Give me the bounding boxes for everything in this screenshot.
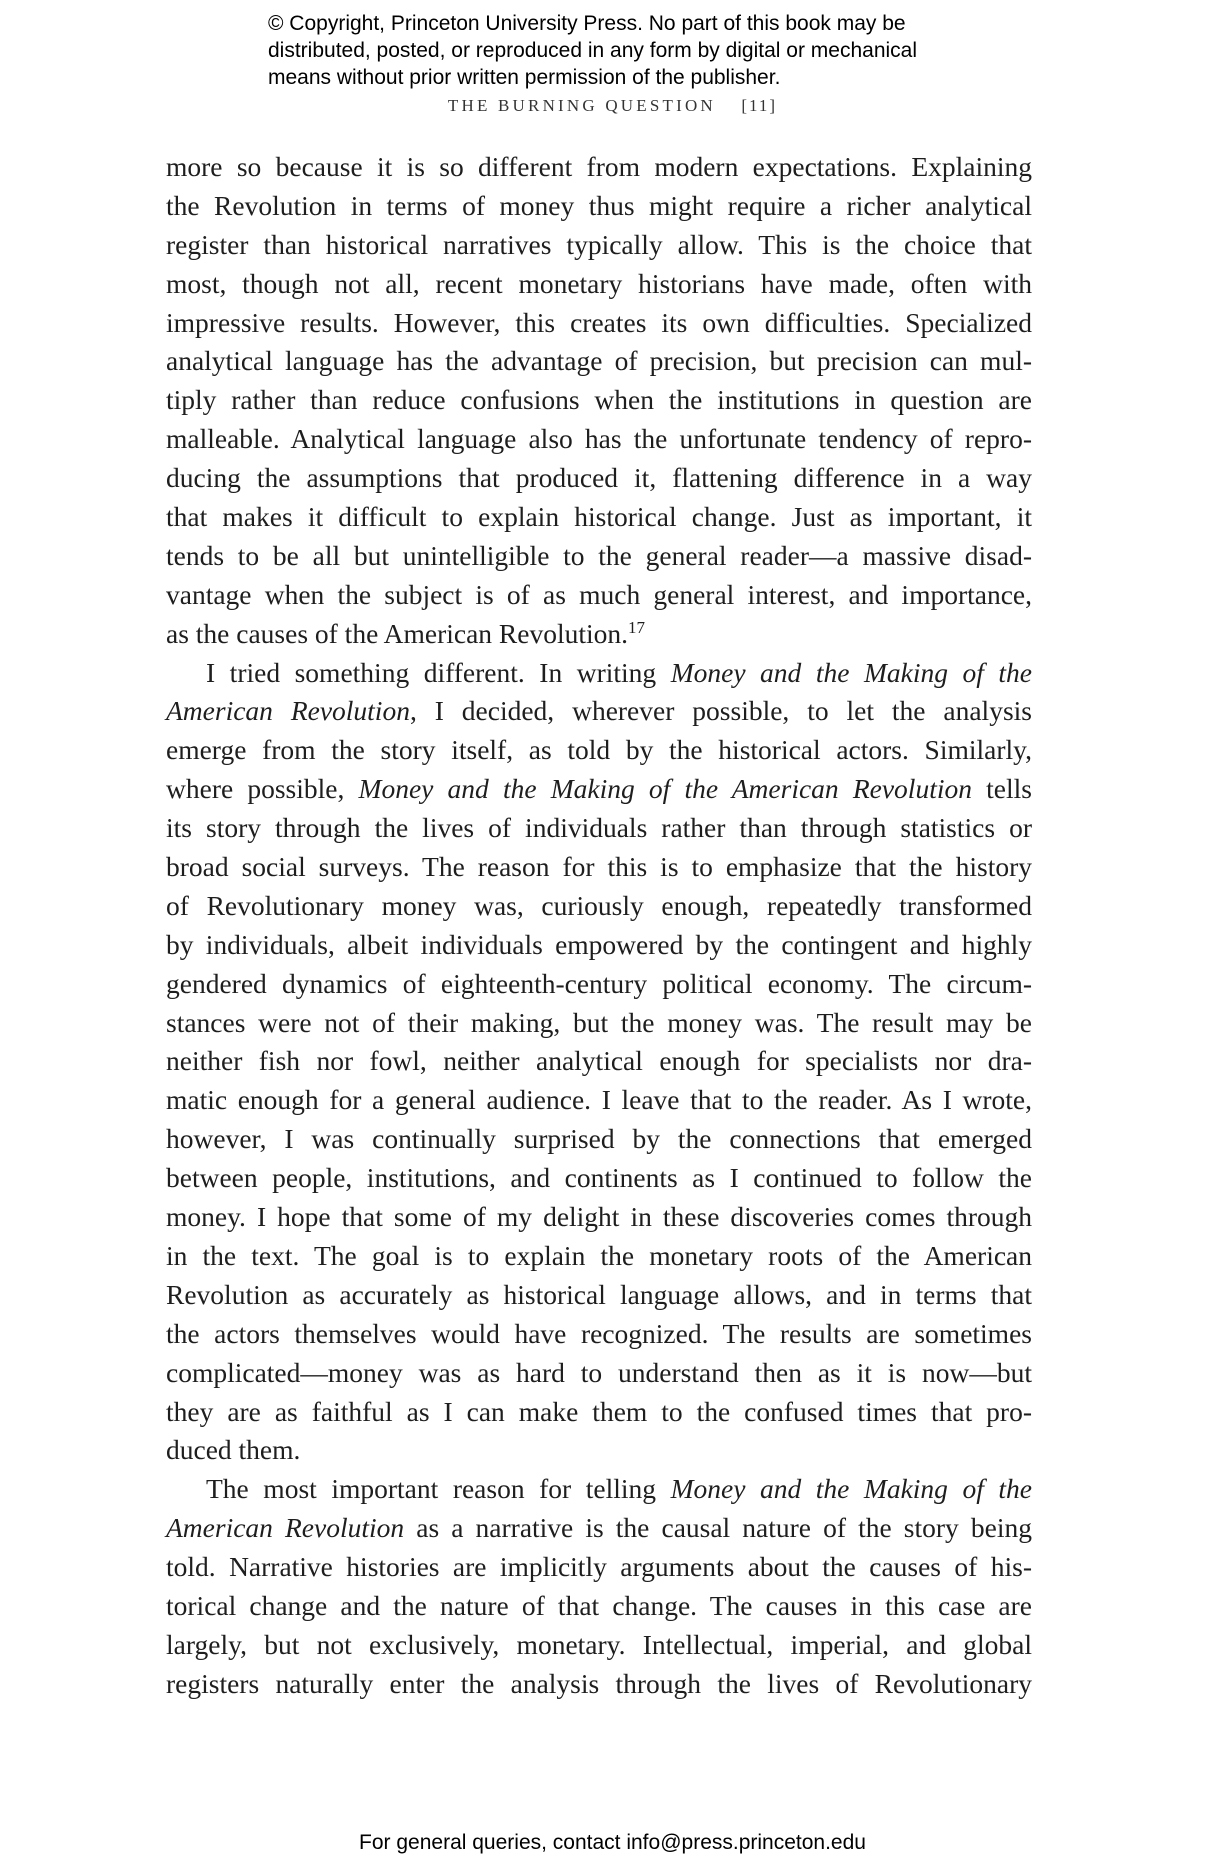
text-line: emerge from the story itself, as told by the historical actors. Similarly, [166, 734, 1032, 766]
copyright-line: © Copyright, Princeton University Press. No part of this book may be [268, 12, 906, 35]
book-title: Money and the Making of the [670, 656, 1033, 688]
text-line: between people, institutions, and continents as I continued to follow the [166, 1162, 1032, 1194]
text-line [166, 654, 1032, 693]
text-line: more so because it is so different from modern expectations. Explaining [166, 151, 1032, 182]
copyright-line: distributed, posted, or reproduced in any form by digital or mechanical [268, 39, 918, 62]
text-line: tends to be all but unintelligible to the general reader—a massive disad- [166, 539, 1032, 571]
footnote-reference[interactable]: 17 [628, 617, 646, 637]
running-head [0, 96, 1225, 116]
paragraph-2 [166, 654, 1032, 1471]
text-line: matic enough for a general audience. I leave that to the reader. As I wrote, [166, 1084, 1032, 1116]
running-head-title: THE BURNING QUESTION [447, 96, 716, 115]
text-line: they are as faithful as I can make them to the confused times that pro- [166, 1395, 1032, 1427]
text-line: vantage when the subject is of as much general interest, and importance, [166, 578, 1032, 610]
text-line: analytical language has the advantage of precision, but precision can mul- [166, 345, 1032, 377]
text-line: of Revolutionary money was, curiously enough, repeatedly transformed [166, 889, 1032, 921]
text-line: gendered dynamics of eighteenth-century political economy. The circum- [166, 967, 1032, 999]
text-line: the Revolution in terms of money thus might require a richer analytical [166, 189, 1032, 221]
paragraph-3 [166, 1470, 1032, 1703]
text-line: Revolution as accurately as historical language allows, and in terms that [166, 1278, 1032, 1310]
text-line: the actors themselves would have recognized. The results are sometimes [166, 1317, 1032, 1349]
body-text [166, 148, 1032, 1704]
text-line: malleable. Analytical language also has the unfortunate tendency of repro- [166, 423, 1032, 455]
text-line: most, though not all, recent monetary historians have made, often with [166, 267, 1032, 299]
text-line: by individuals, albeit individuals empowered by the contingent and highly [166, 928, 1032, 960]
text-line: stances were not of their making, but the money was. The result may be [166, 1006, 1032, 1038]
text-line [166, 770, 1032, 809]
text-line: that makes it difficult to explain historical change. Just as important, it [166, 501, 1032, 533]
text-line [166, 615, 1032, 654]
text-segment: as a narrative is the causal nature of the story being [404, 1512, 1032, 1544]
text-line [166, 1509, 1032, 1548]
text-segment: as the causes of the American Revolution. [166, 617, 629, 649]
book-title: Money and the Making of the [670, 1473, 1033, 1505]
text-line: registers naturally enter the analysis through the lives of Revolutionary [166, 1667, 1032, 1699]
footer-contact: For general queries, contact info@press.princeton.edu [359, 1831, 866, 1854]
book-title: American Revolution [166, 1512, 405, 1544]
text-line: money. I hope that some of my delight in these discoveries comes through [166, 1201, 1032, 1233]
text-line: complicated—money was as hard to understand then as it is now—but [166, 1356, 1032, 1388]
book-title: American Revolution [166, 695, 410, 727]
text-line: neither fish nor fowl, neither analytical enough for specialists nor dra- [166, 1045, 1032, 1077]
text-line: impressive results. However, this creates its own difficulties. Specialized [166, 306, 1032, 338]
text-segment: I tried something different. In writing [206, 656, 671, 688]
text-line: largely, but not exclusively, monetary. Intellectual, imperial, and global [166, 1628, 1032, 1660]
copyright-line: means without prior written permission of the publisher. [268, 66, 781, 89]
text-line: however, I was continually surprised by the connections that emerged [166, 1123, 1032, 1155]
text-line: in the text. The goal is to explain the monetary roots of the American [166, 1239, 1032, 1271]
text-line: tiply rather than reduce confusions when the institutions in question are [166, 384, 1032, 416]
text-segment: The most important reason for telling [206, 1473, 671, 1505]
text-line: told. Narrative histories are implicitly arguments about the causes of his- [166, 1551, 1032, 1583]
text-segment: tells [971, 773, 1032, 805]
text-segment: where possible, [166, 773, 359, 805]
text-line: register than historical narratives typically allow. This is the choice that [166, 228, 1032, 260]
text-line [166, 1470, 1032, 1509]
page-number: [11] [741, 96, 778, 115]
text-line: its story through the lives of individuals rather than through statistics or [166, 812, 1032, 844]
text-segment: , I decided, wherever possible, to let the analysis [409, 695, 1032, 727]
text-line [166, 692, 1032, 731]
book-title: Money and the Making of the American Revolution [358, 773, 972, 805]
text-line: duced them. [166, 1434, 301, 1466]
paragraph-1 [166, 148, 1032, 654]
copyright-notice [268, 10, 1028, 91]
text-line: ducing the assumptions that produced it, flattening difference in a way [166, 462, 1032, 494]
text-line: broad social surveys. The reason for this is to emphasize that the history [166, 851, 1032, 883]
text-line: torical change and the nature of that change. The causes in this case are [166, 1589, 1032, 1621]
